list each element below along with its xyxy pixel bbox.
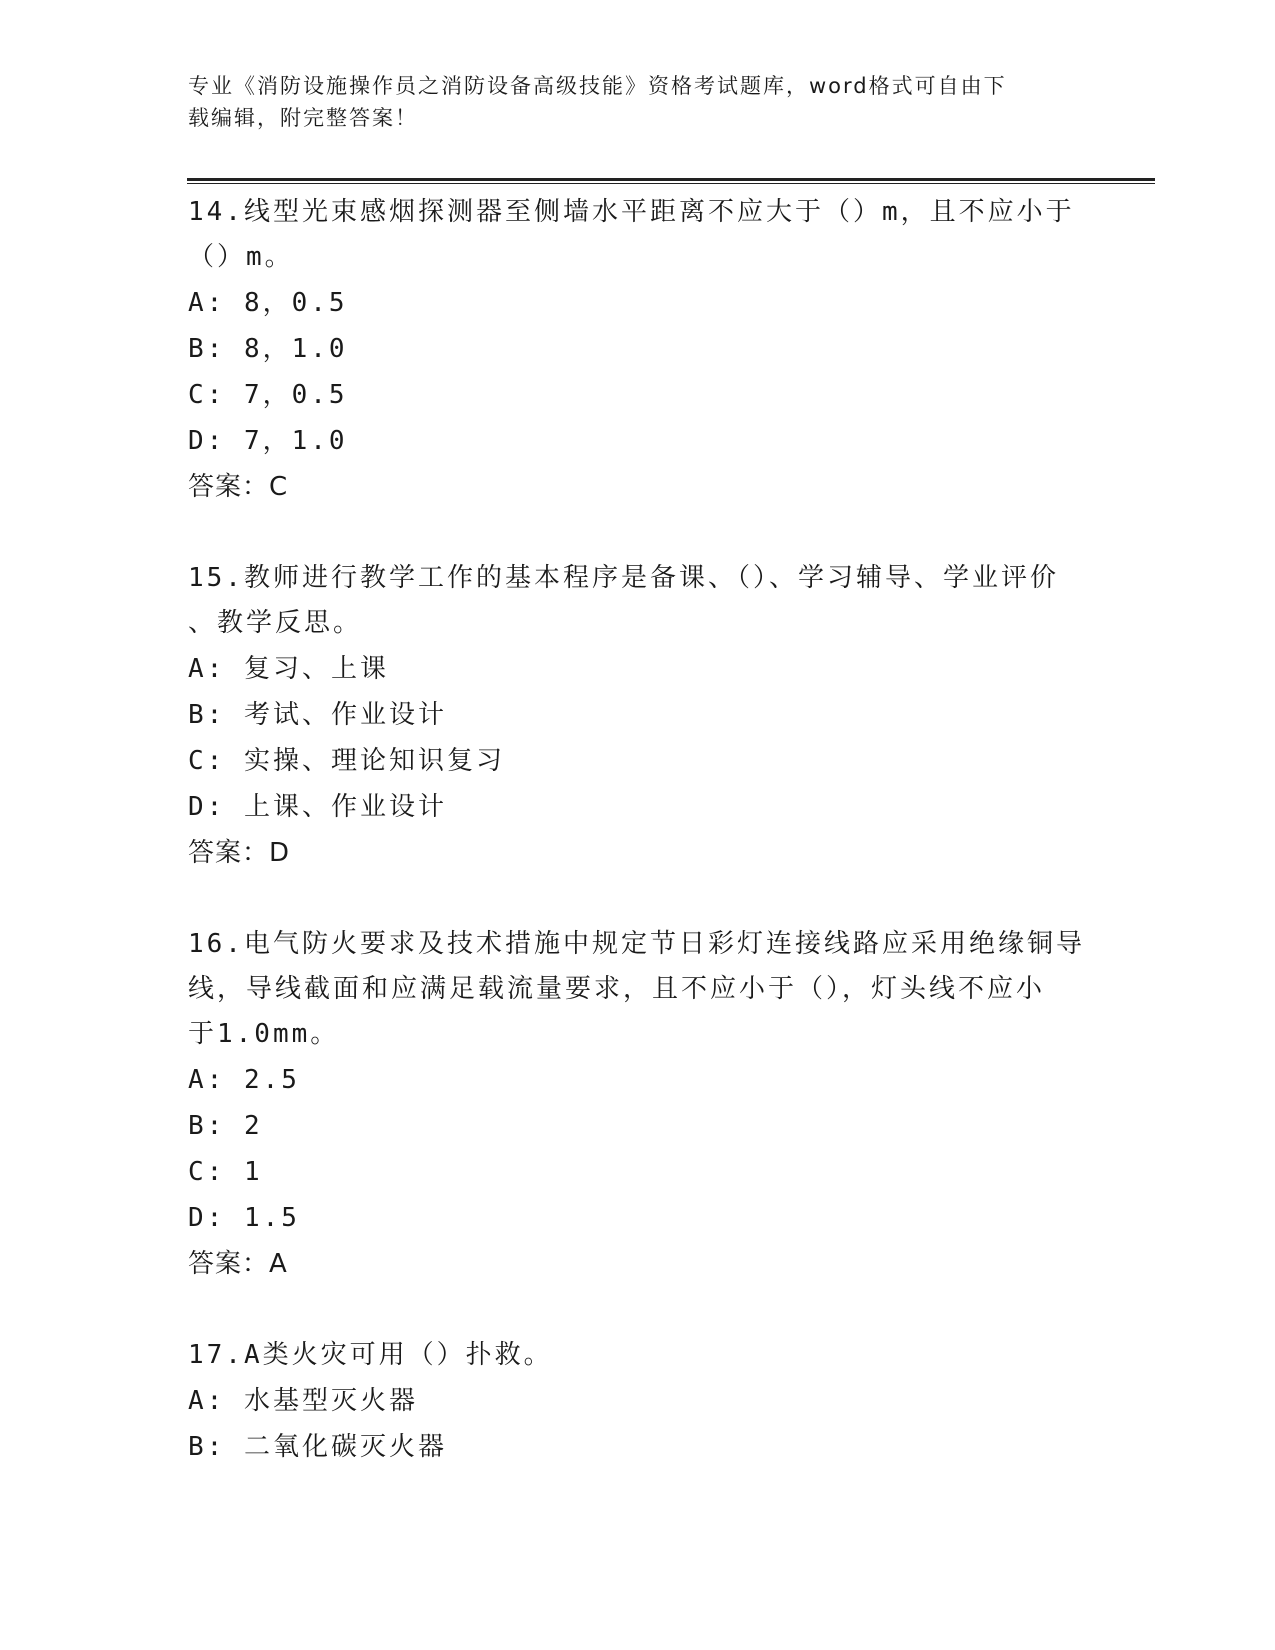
option-c: C: 7，0.5 bbox=[188, 380, 348, 410]
header-line-2: 载编辑，附完整答案！ bbox=[188, 106, 418, 130]
question-text: 于1.0mm。 bbox=[188, 1019, 340, 1049]
header-divider-thick bbox=[187, 178, 1155, 181]
question-17 bbox=[188, 1333, 1088, 1470]
option-b: B: 2 bbox=[188, 1111, 263, 1141]
option-d: D: 1.5 bbox=[188, 1203, 300, 1233]
document-header bbox=[188, 70, 1068, 134]
option-d: D: 上课、作业设计 bbox=[188, 792, 447, 822]
option-a: A: 复习、上课 bbox=[188, 654, 389, 684]
option-d: D: 7，1.0 bbox=[188, 426, 348, 456]
answer: 答案：A bbox=[188, 1249, 288, 1279]
question-16 bbox=[188, 922, 1088, 1287]
question-15 bbox=[188, 556, 1088, 876]
answer: 答案：C bbox=[188, 472, 289, 502]
question-text: 14.线型光束感烟探测器至侧墙水平距离不应大于（）m，且不应小于 bbox=[188, 197, 1075, 227]
option-b: B: 二氧化碳灭火器 bbox=[188, 1432, 447, 1462]
option-b: B: 8，1.0 bbox=[188, 334, 348, 364]
question-text: 线，导线截面和应满足载流量要求，且不应小于（），灯头线不应小 bbox=[188, 974, 1046, 1004]
question-text: 16.电气防火要求及技术措施中规定节日彩灯连接线路应采用绝缘铜导 bbox=[188, 929, 1085, 959]
header-line-1: 专业《消防设施操作员之消防设备高级技能》资格考试题库，word格式可自由下 bbox=[188, 74, 1007, 98]
question-text: 17.A类火灾可用（）扑救。 bbox=[188, 1340, 553, 1370]
question-list bbox=[188, 190, 1088, 1516]
answer: 答案：D bbox=[188, 838, 291, 868]
option-c: C: 1 bbox=[188, 1157, 263, 1187]
question-14 bbox=[188, 190, 1088, 510]
option-c: C: 实操、理论知识复习 bbox=[188, 746, 505, 776]
question-text: 15.教师进行教学工作的基本程序是备课、（）、学习辅导、学业评价 bbox=[188, 563, 1059, 593]
option-a: A: 水基型灭火器 bbox=[188, 1386, 418, 1416]
question-text: 、教学反思。 bbox=[188, 608, 363, 638]
question-text: （）m。 bbox=[188, 242, 294, 272]
header-divider-thin bbox=[187, 183, 1155, 184]
option-a: A: 2.5 bbox=[188, 1065, 300, 1095]
option-b: B: 考试、作业设计 bbox=[188, 700, 447, 730]
option-a: A: 8，0.5 bbox=[188, 288, 348, 318]
